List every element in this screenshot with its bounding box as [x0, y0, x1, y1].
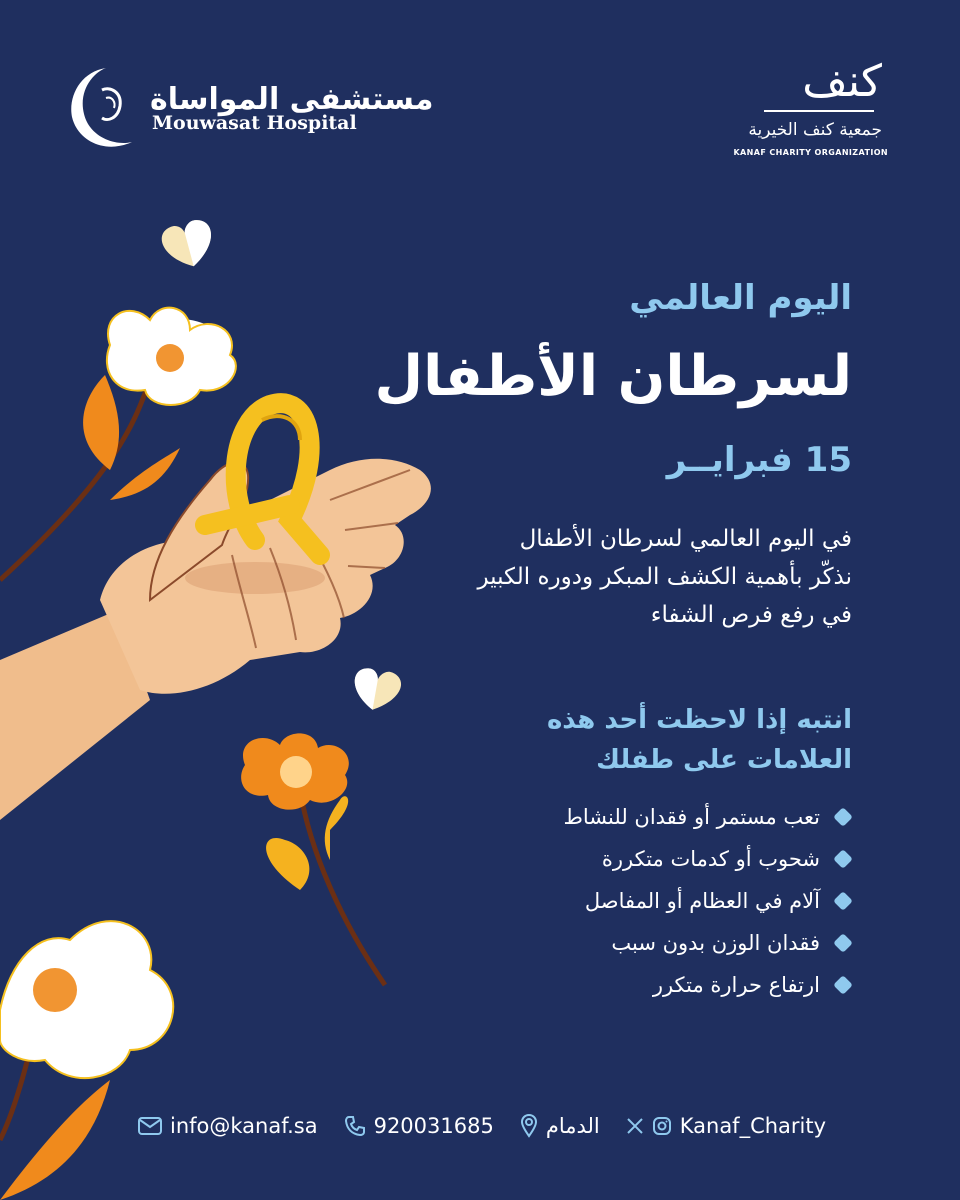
mouwasat-name-ar: مستشفى المواساة	[150, 82, 434, 117]
kanaf-name-ar: جمعية كنف الخيرية	[748, 120, 882, 140]
sign-text: شحوب أو كدمات متكررة	[601, 847, 820, 871]
list-item	[563, 838, 850, 880]
diamond-bullet-icon	[833, 807, 853, 827]
email-text: info@kanaf.sa	[170, 1114, 318, 1138]
list-item	[563, 964, 850, 1006]
intro-paragraph	[477, 520, 852, 634]
intro-line: نذكّر بأهمية الكشف المبكر ودوره الكبير	[477, 564, 852, 590]
kanaf-name-en: KANAF CHARITY ORGANIZATION	[733, 148, 888, 157]
diamond-bullet-icon	[833, 849, 853, 869]
mouwasat-name-en: Mouwasat Hospital	[152, 112, 357, 134]
heart-icon-mid	[350, 666, 403, 714]
intro-line: في اليوم العالمي لسرطان الأطفال	[519, 526, 852, 552]
orange-flower	[241, 733, 385, 985]
signs-heading-line: العلامات على طفلك	[596, 745, 852, 775]
email-link[interactable]	[138, 1114, 318, 1138]
headline-date: 15 فبرايــر	[666, 440, 852, 480]
sign-text: ارتفاع حرارة متكرر	[652, 973, 820, 997]
white-flower-bottom	[0, 921, 173, 1200]
location-pin-icon	[520, 1114, 538, 1138]
headline-main: لسرطان الأطفال	[374, 344, 852, 409]
phone-link[interactable]	[344, 1114, 494, 1138]
kanaf-charity-logo	[733, 56, 900, 166]
sign-text: آلام في العظام أو المفاصل	[584, 889, 820, 913]
social-handle-text: Kanaf_Charity	[679, 1114, 827, 1138]
instagram-icon	[652, 1116, 672, 1136]
sign-text: فقدان الوزن بدون سبب	[611, 931, 820, 955]
heart-icon-top	[159, 217, 219, 273]
list-item	[563, 880, 850, 922]
contact-footer	[138, 1108, 828, 1144]
phone-icon	[344, 1115, 366, 1137]
list-item	[563, 796, 850, 838]
crescent-logo-icon	[66, 62, 146, 152]
headline-top: اليوم العالمي	[629, 278, 852, 318]
kanaf-wordmark: كنف	[802, 56, 882, 107]
location-link[interactable]	[520, 1114, 600, 1138]
intro-line: في رفع فرص الشفاء	[650, 602, 852, 628]
mail-icon	[138, 1117, 162, 1135]
diamond-bullet-icon	[833, 933, 853, 953]
mouwasat-hospital-logo	[66, 62, 434, 154]
kanaf-divider	[764, 110, 874, 112]
city-text: الدمام	[545, 1114, 600, 1138]
social-handle-link[interactable]	[626, 1114, 826, 1138]
phone-text: 920031685	[373, 1114, 494, 1138]
signs-list	[563, 796, 850, 1006]
signs-heading	[547, 700, 852, 780]
signs-heading-line: انتبه إذا لاحظت أحد هذه	[546, 705, 852, 735]
diamond-bullet-icon	[833, 891, 853, 911]
x-icon	[626, 1117, 644, 1135]
list-item	[563, 922, 850, 964]
sign-text: تعب مستمر أو فقدان للنشاط	[563, 805, 820, 829]
diamond-bullet-icon	[833, 975, 853, 995]
